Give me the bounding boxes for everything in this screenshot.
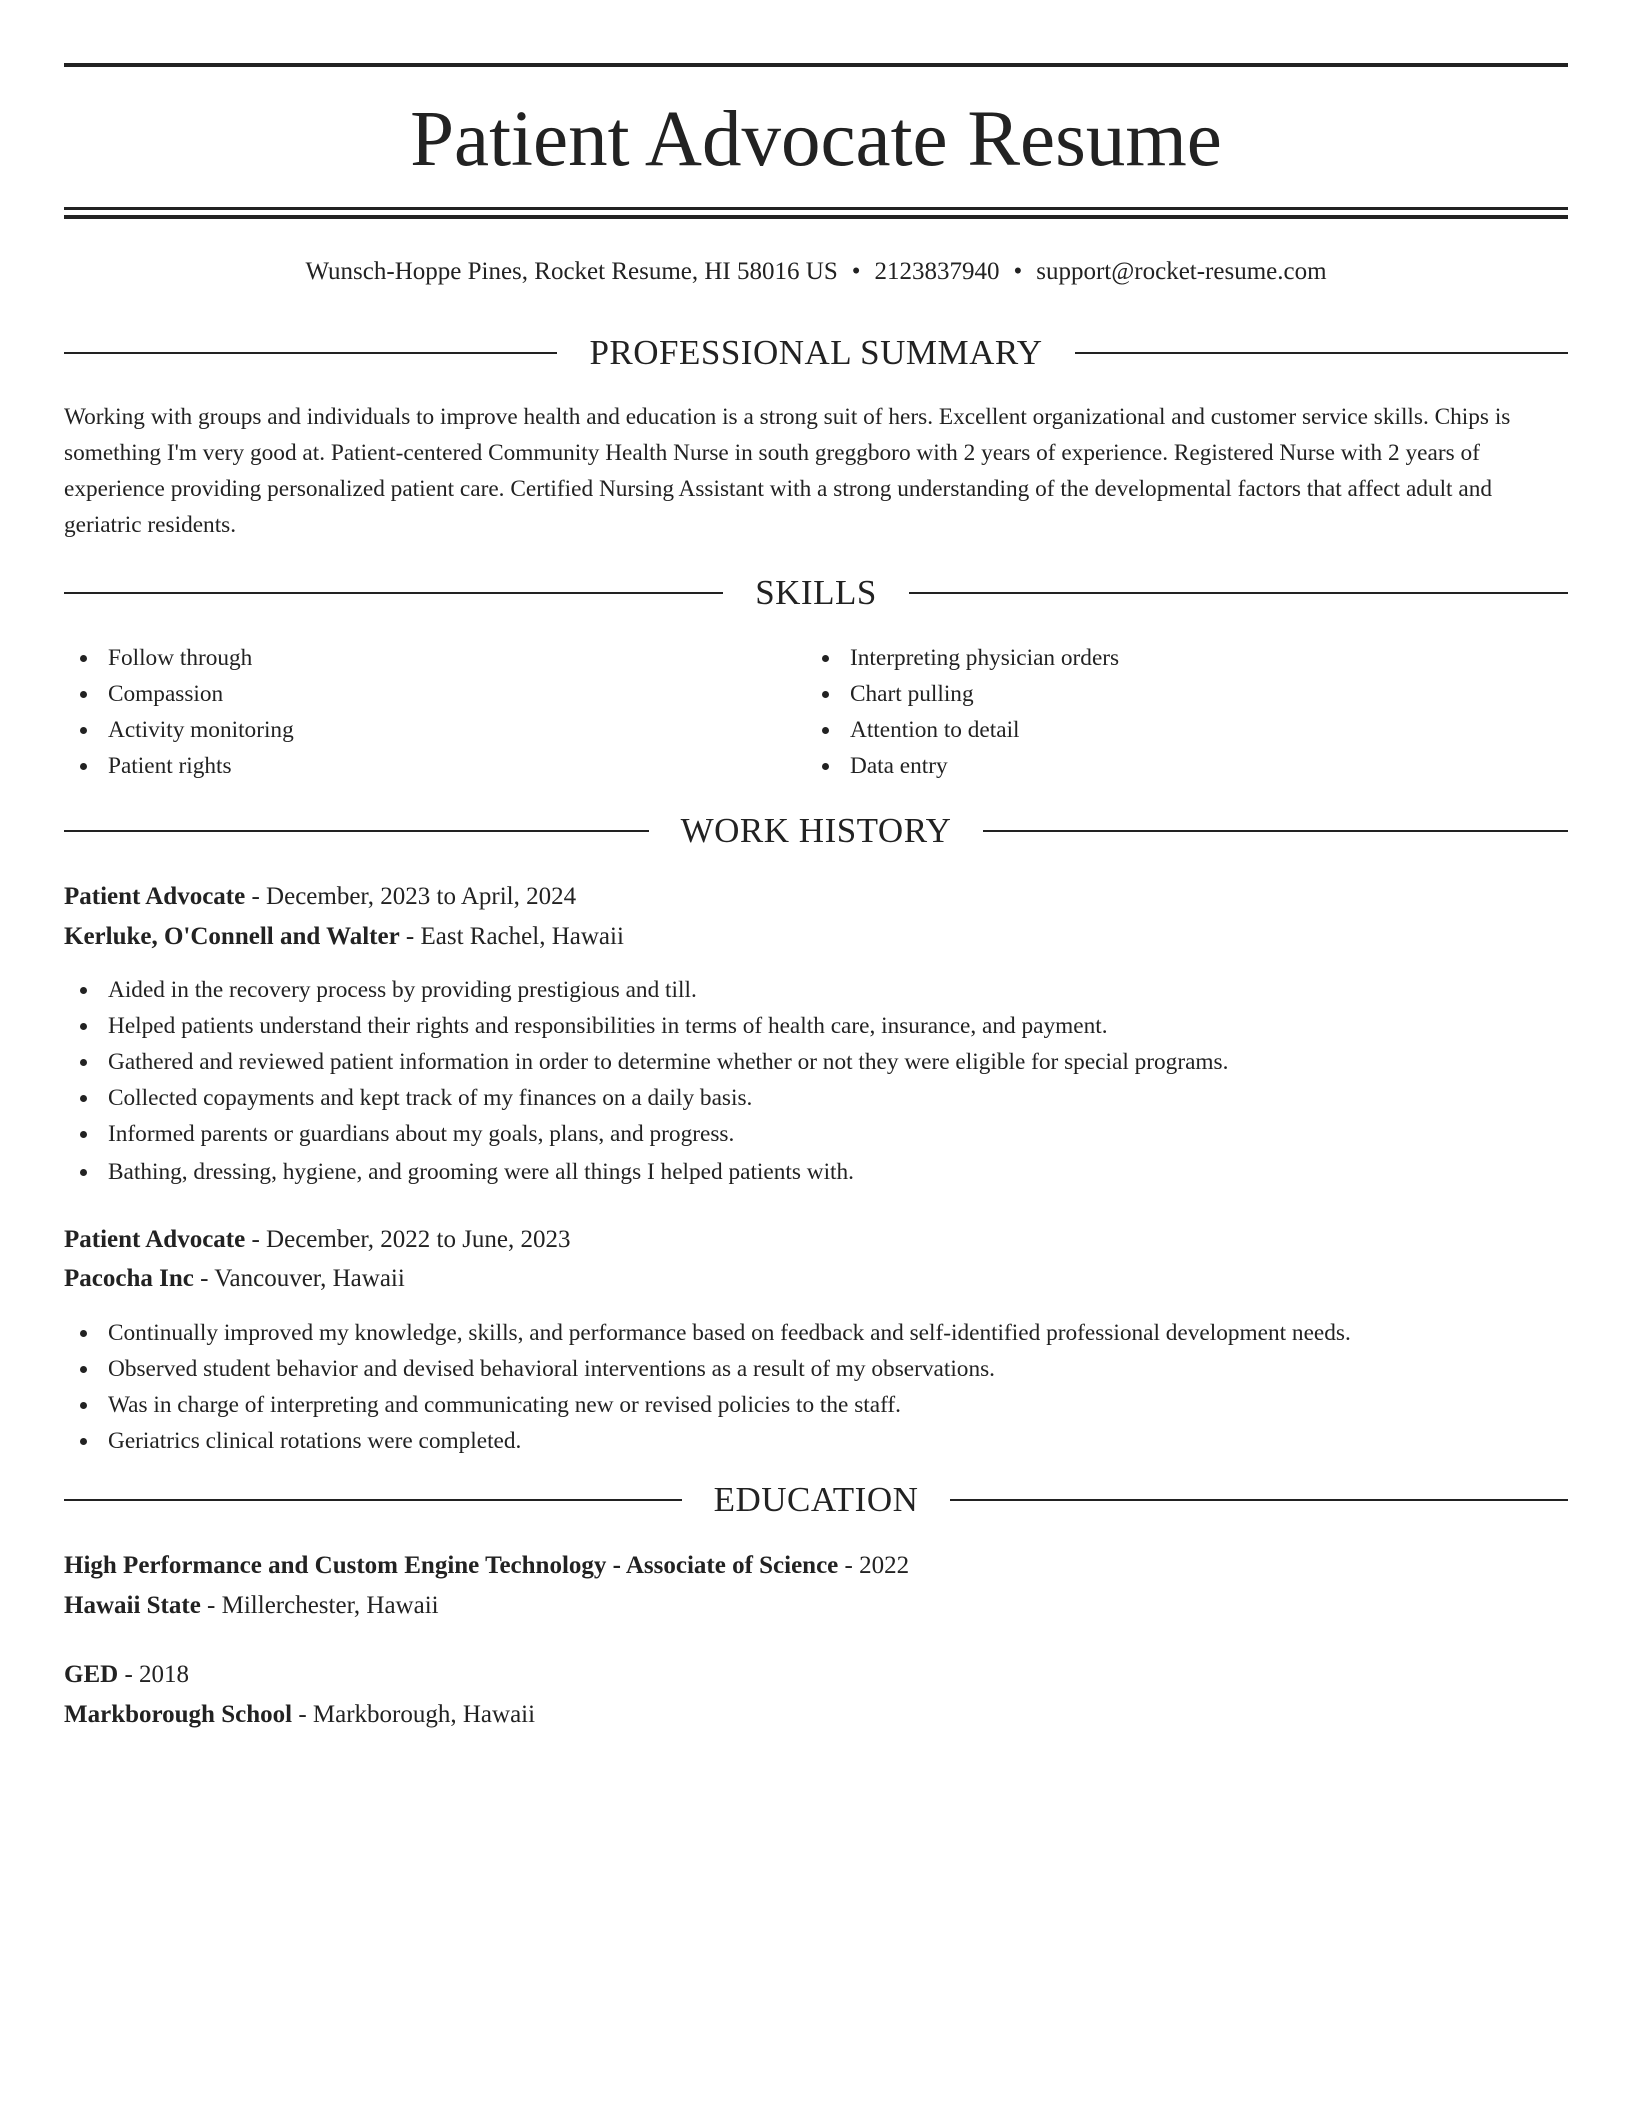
job-bullet: Informed parents or guardians about my goals, plans, and progress.: [64, 1116, 1568, 1152]
title-double-rule: [64, 207, 1568, 219]
skills-list-left: [64, 640, 764, 784]
job-company: Pacocha Inc: [64, 1265, 194, 1292]
job-bullet: Aided in the recovery process by providing prestigious and till.: [64, 972, 1568, 1008]
job-bullet: Helped patients understand their rights and responsibilities in terms of health care, insurance, and payment.: [64, 1008, 1568, 1044]
job-bullets: [64, 972, 1568, 1190]
job-title: Patient Advocate: [64, 1226, 246, 1253]
education-location: - Markborough, Hawaii: [298, 1701, 536, 1728]
job-bullet: Bathing, dressing, hygiene, and grooming were all things I helped patients with.: [64, 1154, 1568, 1190]
section-title-work: WORK HISTORY: [680, 811, 952, 850]
job-company-line: [64, 918, 1568, 956]
skill-item: Compassion: [64, 676, 764, 712]
skills-list-right: [806, 640, 1506, 784]
section-heading-skills: [64, 570, 1568, 616]
skill-item: Interpreting physician orders: [806, 640, 1506, 676]
heading-rule-right: [950, 1499, 1568, 1501]
job-dates: - December, 2023 to April, 2024: [251, 883, 577, 910]
page-title: Patient Advocate Resume: [410, 96, 1222, 183]
skill-item: Follow through: [64, 640, 764, 676]
skill-item: Data entry: [806, 748, 1506, 784]
professional-summary-text: Working with groups and individuals to improve health and education is a strong suit of hers. Excellent organizational and customer service skills. Chips is something I'm very good at. Patient-centered Community Health Nurse in south greggboro with 2 years of experience. Registered Nurse with 2 years of experience providing personalized patient care. Certified Nursing Assistant with a strong understanding of the developmental factors that affect adult and geriatric residents.: [64, 404, 1511, 538]
contact-separator: •: [1013, 258, 1023, 285]
section-heading-education: [64, 1477, 1568, 1523]
job-bullet: Observed student behavior and devised behavioral interventions as a result of my observations.: [64, 1351, 1568, 1387]
heading-rule-left: [64, 592, 723, 594]
heading-rule-right: [983, 830, 1568, 832]
education-degree: High Performance and Custom Engine Technology - Associate of Science: [64, 1552, 839, 1579]
job-bullets: [64, 1315, 1568, 1459]
skill-item: Patient rights: [64, 748, 764, 784]
section-title-skills: SKILLS: [755, 573, 877, 612]
heading-rule-right: [1075, 352, 1568, 354]
job-bullet: Was in charge of interpreting and communicating new or revised policies to the staff.: [64, 1387, 1568, 1423]
job-location: - East Rachel, Hawaii: [405, 923, 624, 950]
job-dates: - December, 2022 to June, 2023: [251, 1226, 571, 1253]
contact-phone: 2123837940: [874, 258, 1000, 285]
job-company-line: [64, 1260, 1568, 1298]
education-year: - 2018: [124, 1661, 190, 1688]
contact-separator: •: [851, 258, 861, 285]
education-degree-line: [64, 1656, 1568, 1694]
job-company: Kerluke, O'Connell and Walter: [64, 923, 400, 950]
job-title: Patient Advocate: [64, 883, 246, 910]
section-title-education: EDUCATION: [713, 1480, 919, 1519]
heading-rule-left: [64, 830, 649, 832]
heading-rule-left: [64, 352, 557, 354]
top-rule: [64, 63, 1568, 67]
skill-item: Chart pulling: [806, 676, 1506, 712]
job-title-line: [64, 1221, 1568, 1259]
education-school-line: [64, 1696, 1568, 1734]
skill-item: Activity monitoring: [64, 712, 764, 748]
education-year: - 2022: [844, 1552, 910, 1579]
job-bullet: Geriatrics clinical rotations were completed.: [64, 1423, 1568, 1459]
education-school: Hawaii State: [64, 1592, 201, 1619]
heading-rule-right: [909, 592, 1568, 594]
job-bullet: Collected copayments and kept track of my finances on a daily basis.: [64, 1080, 1568, 1116]
education-location: - Millerchester, Hawaii: [207, 1592, 439, 1619]
contact-address: Wunsch-Hoppe Pines, Rocket Resume, HI 58016 US: [305, 258, 838, 285]
job-bullet: Continually improved my knowledge, skills, and performance based on feedback and self-identified professional development needs.: [64, 1315, 1568, 1351]
education-degree: GED: [64, 1661, 119, 1688]
skill-item: Attention to detail: [806, 712, 1506, 748]
section-title-summary: PROFESSIONAL SUMMARY: [589, 333, 1043, 372]
job-title-line: [64, 878, 1568, 916]
section-heading-summary: [64, 330, 1568, 376]
contact-line: [64, 254, 1568, 290]
education-school: Markborough School: [64, 1701, 293, 1728]
contact-email: support@rocket-resume.com: [1036, 258, 1327, 285]
education-degree-line: [64, 1547, 1568, 1585]
education-school-line: [64, 1587, 1568, 1625]
job-bullet: Gathered and reviewed patient information in order to determine whether or not they were eligible for special programs.: [64, 1044, 1568, 1080]
job-location: - Vancouver, Hawaii: [200, 1265, 405, 1292]
heading-rule-left: [64, 1499, 682, 1501]
section-heading-work: [64, 808, 1568, 854]
